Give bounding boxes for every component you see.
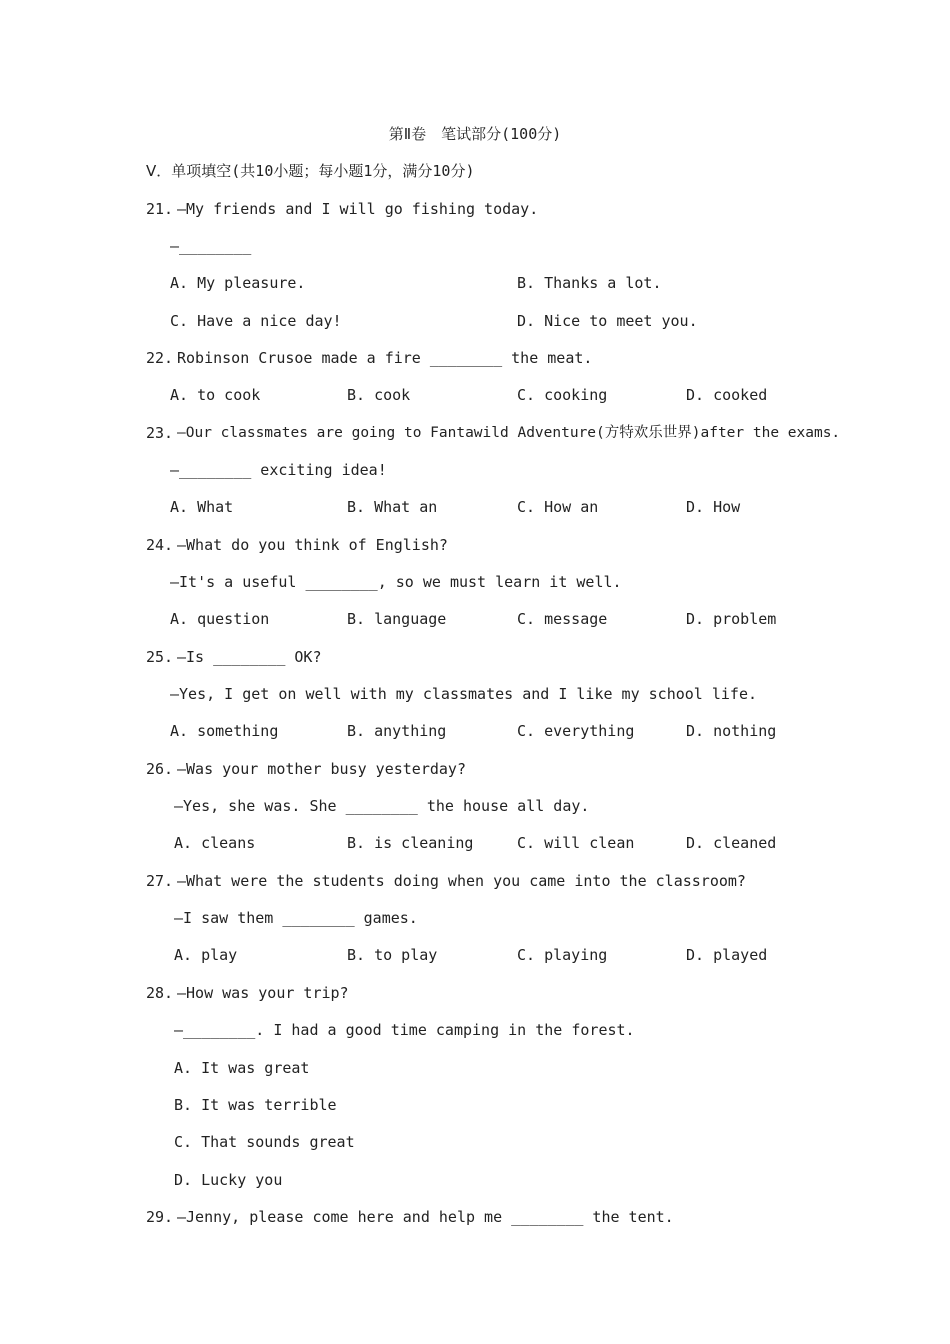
- option-b: B. It was terrible: [174, 1096, 337, 1114]
- question-number: 21.: [146, 200, 174, 218]
- option-d: D. cooked: [686, 386, 768, 404]
- option-c: C. everything: [517, 722, 635, 740]
- option-b: B. What an: [347, 498, 438, 516]
- option-a: A. something: [170, 722, 279, 740]
- option-c: C. playing: [517, 946, 608, 964]
- question-stem: —What do you think of English?: [177, 536, 448, 554]
- option-c: C. How an: [517, 498, 599, 516]
- option-b: B. anything: [347, 722, 447, 740]
- question-stem: —Our classmates are going to Fantawild Adventure(方特欢乐世界)after the exams.: [177, 425, 841, 441]
- option-a: A. What: [170, 498, 234, 516]
- option-a: A. question: [170, 610, 270, 628]
- question-reply: —I saw them ________ games.: [174, 909, 418, 927]
- answer-blank-line: —________: [170, 237, 252, 255]
- option-c: C. Have a nice day!: [170, 312, 342, 330]
- option-d: D. cleaned: [686, 834, 777, 852]
- option-c: C. will clean: [517, 834, 635, 852]
- option-d: D. nothing: [686, 722, 777, 740]
- option-c: C. cooking: [517, 386, 608, 404]
- option-b: B. to play: [347, 946, 438, 964]
- question-stem: —How was your trip?: [177, 984, 349, 1002]
- option-d: D. played: [686, 946, 768, 964]
- option-a: A. play: [174, 946, 238, 964]
- question-stem: Robinson Crusoe made a fire ________ the meat.: [177, 349, 593, 367]
- section-heading: Ⅴ．单项填空(共10小题；每小题1分，满分10分): [146, 162, 475, 180]
- option-b: B. language: [347, 610, 447, 628]
- question-reply: —Yes, she was. She ________ the house all day.: [174, 797, 590, 815]
- option-d: D. Lucky you: [174, 1171, 283, 1189]
- option-b: B. is cleaning: [347, 834, 474, 852]
- option-d: D. How: [686, 498, 741, 516]
- question-reply: —________. I had a good time camping in the forest.: [174, 1021, 635, 1039]
- question-number: 29.: [146, 1208, 174, 1226]
- option-a: A. It was great: [174, 1059, 310, 1077]
- question-number: 26.: [146, 760, 174, 778]
- question-stem: —What were the students doing when you came into the classroom?: [177, 872, 746, 890]
- question-number: 23.: [146, 424, 174, 442]
- option-c: C. That sounds great: [174, 1133, 355, 1151]
- option-b: B. cook: [347, 386, 411, 404]
- question-number: 27.: [146, 872, 174, 890]
- question-reply: —________ exciting idea!: [170, 461, 387, 479]
- question-number: 22.: [146, 349, 174, 367]
- question-reply: —Yes, I get on well with my classmates and I like my school life.: [170, 685, 757, 703]
- option-d: D. problem: [686, 610, 777, 628]
- option-b: B. Thanks a lot.: [517, 274, 662, 292]
- question-stem: —Was your mother busy yesterday?: [177, 760, 466, 778]
- option-a: A. cleans: [174, 834, 256, 852]
- paper-title: 第Ⅱ卷 笔试部分(100分): [388, 125, 562, 143]
- option-d: D. Nice to meet you.: [517, 312, 698, 330]
- question-reply: —It's a useful ________, so we must learn it well.: [170, 573, 622, 591]
- option-c: C. message: [517, 610, 608, 628]
- option-a: A. My pleasure.: [170, 274, 306, 292]
- question-number: 25.: [146, 648, 174, 666]
- question-number: 24.: [146, 536, 174, 554]
- question-stem: —Is ________ OK?: [177, 648, 322, 666]
- question-number: 28.: [146, 984, 174, 1002]
- question-stem: —Jenny, please come here and help me ________ the tent.: [177, 1208, 674, 1226]
- option-a: A. to cook: [170, 386, 261, 404]
- question-stem: —My friends and I will go fishing today.: [177, 200, 539, 218]
